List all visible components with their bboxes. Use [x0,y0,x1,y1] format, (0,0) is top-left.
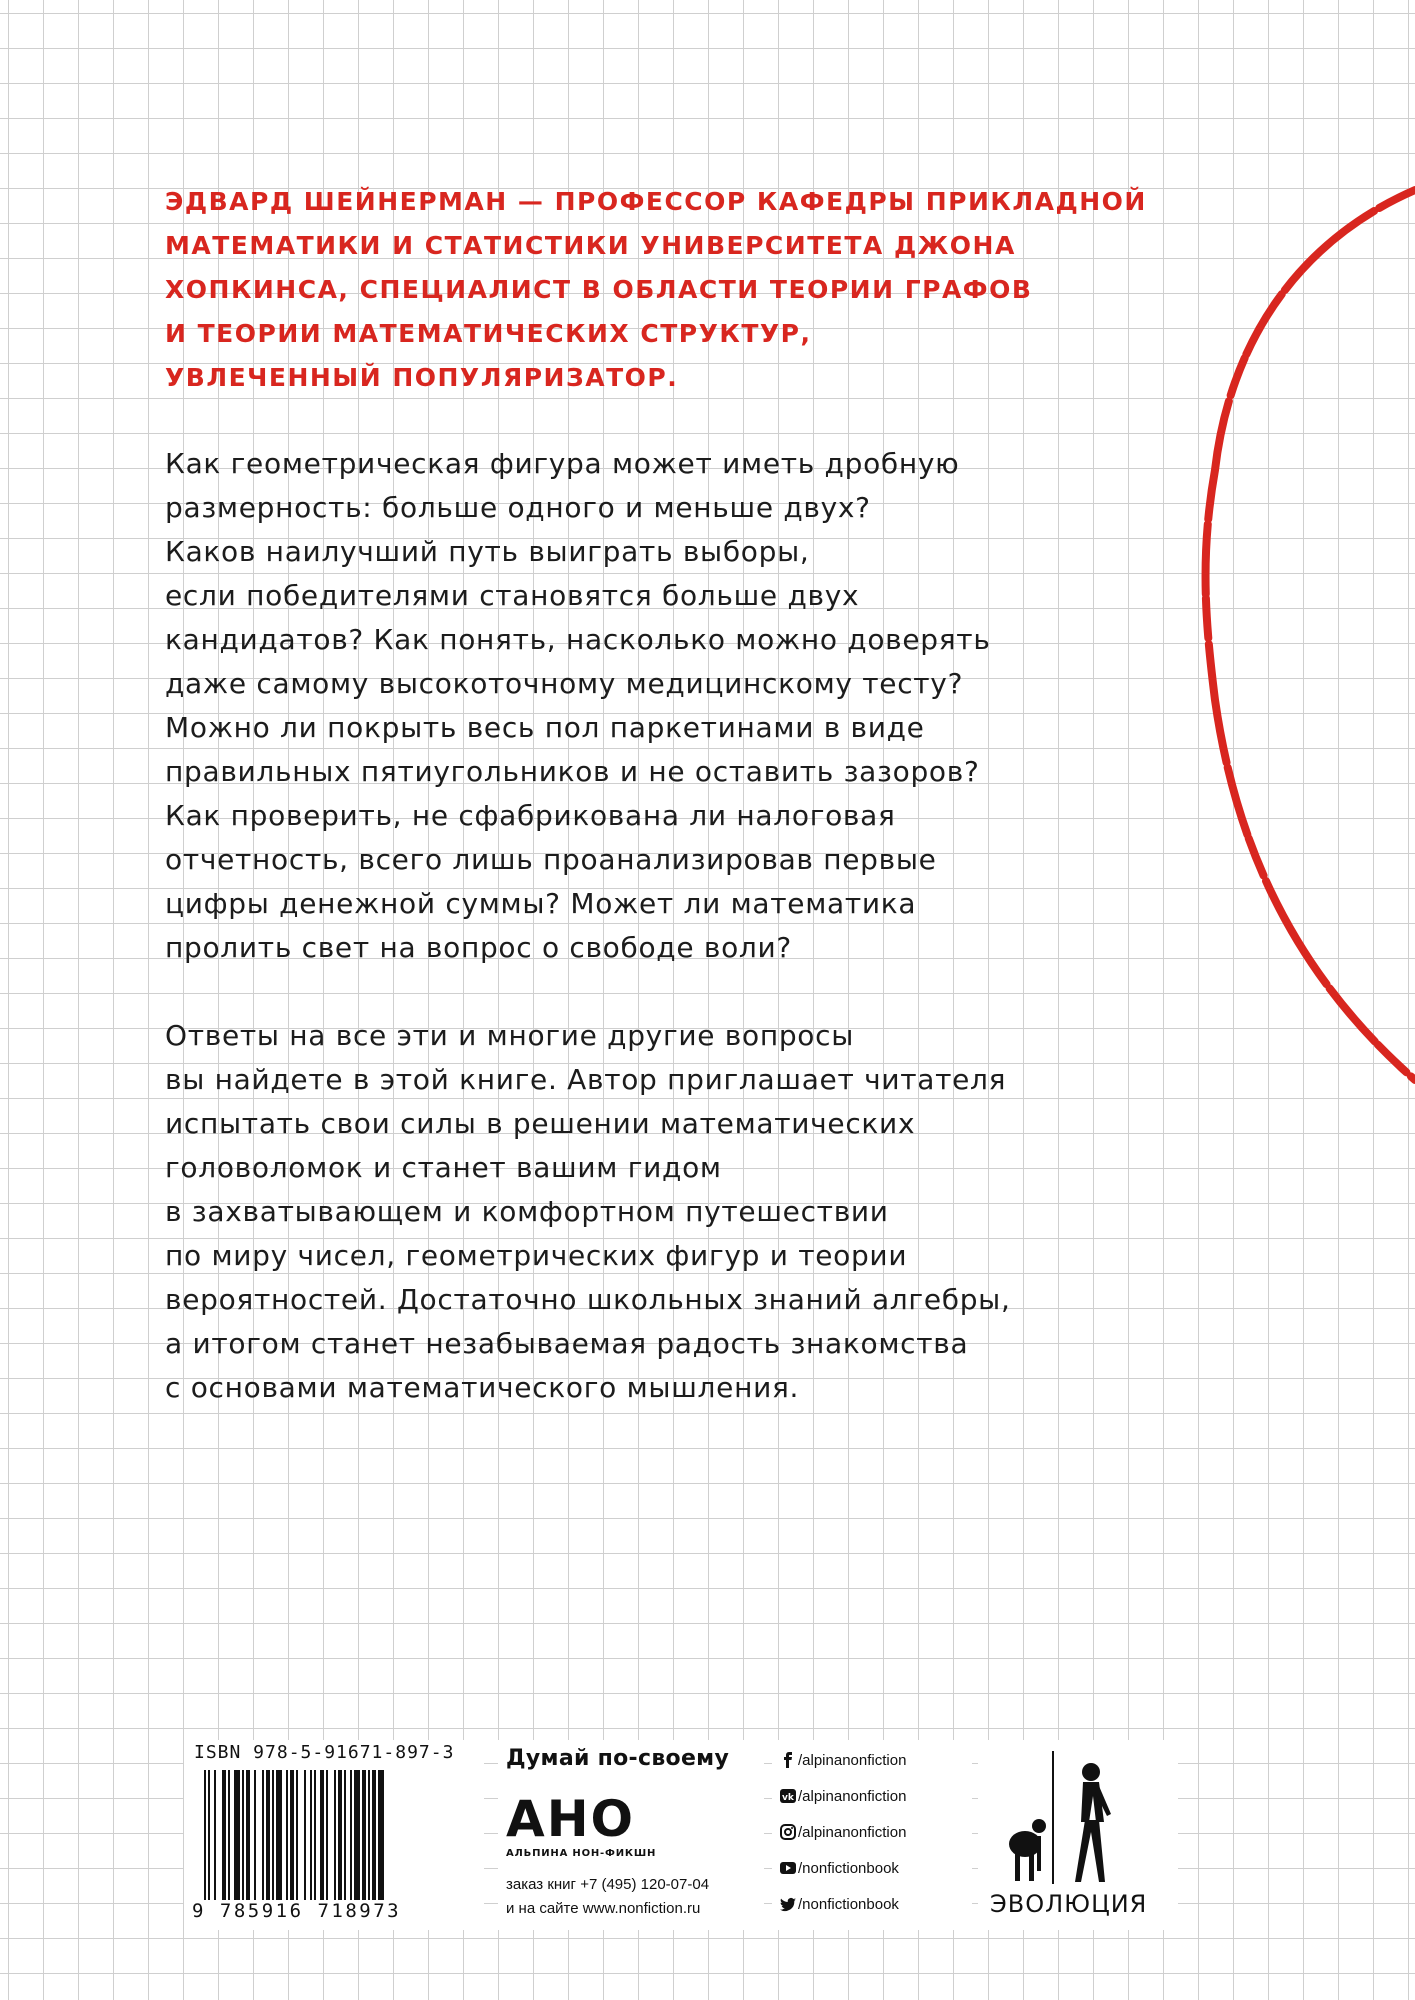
social-twitter[interactable] [780,1894,899,1914]
series-name: ЭВОЛЮЦИЯ [990,1890,1148,1918]
social-handle: /nonfictionbook [798,1895,899,1913]
author-bio-line: ЭДВАРД ШЕЙНЕРМАН — ПРОФЕССОР КАФЕДРЫ ПРИКЛАДНОЙ [165,187,1147,216]
author-bio-line: УВЛЕЧЕННЫЙ ПОПУЛЯРИЗАТОР. [165,363,679,392]
text-line: кандидатов? Как понять, насколько можно доверять [165,623,991,656]
text-line: даже самому высокоточному медицинскому тесту? [165,667,964,700]
barcode-icon [204,1770,464,1900]
barcode-bar [222,1770,226,1900]
text-line: головоломок и станет вашим гидом [165,1151,722,1184]
svg-text:vk: vk [782,1793,794,1803]
social-handle: /nonfictionbook [798,1859,899,1877]
barcode-bar [214,1770,216,1900]
evolution-figures-icon [993,1746,1153,1886]
text-line: размерность: больше одного и меньше двух? [165,491,871,524]
social-facebook[interactable] [780,1750,906,1770]
publisher-slogan: Думай по-своему [506,1746,730,1771]
series-logo-block [978,1740,1178,1930]
text-line: отчетность, всего лишь проанализировав первые [165,843,937,876]
author-bio-line: И ТЕОРИИ МАТЕМАТИЧЕСКИХ СТРУКТУР, [165,319,812,348]
facebook-icon [780,1752,796,1768]
barcode-bar [272,1770,274,1900]
text-line: Каков наилучший путь выиграть выборы, [165,535,810,568]
ano-logo [506,1792,661,1842]
barcode-bar [310,1770,312,1900]
text-line: в захватывающем и комфортном путешествии [165,1195,889,1228]
barcode-bar [208,1770,210,1900]
website-line: и на сайте www.nonfiction.ru [506,1900,701,1917]
author-bio-line: МАТЕМАТИКИ И СТАТИСТИКИ УНИВЕРСИТЕТА ДЖОНА [165,231,1016,260]
description-paragraph-1 [165,442,1045,970]
text-line: Как проверить, не сфабрикована ли налоговая [165,799,896,832]
barcode-block [184,1740,484,1930]
text-line: вероятностей. Достаточно школьных знаний алгебры, [165,1283,1011,1316]
barcode-bar [286,1770,288,1900]
social-instagram[interactable] [780,1822,906,1842]
publisher-block [498,1740,764,1930]
barcode-bar [254,1770,256,1900]
text-line: Ответы на все эти и многие другие вопросы [165,1019,855,1052]
barcode-bar [262,1770,264,1900]
barcode-bar [314,1770,316,1900]
text-line: цифры денежной суммы? Может ли математика [165,887,917,920]
barcode-bar [242,1770,244,1900]
ean-number: 9 785916 718973 [192,1900,402,1922]
text-line: а итогом станет незабываемая радость знакомства [165,1327,969,1360]
social-handle: /alpinanonfiction [798,1823,907,1841]
text-line: Можно ли покрыть весь пол паркетинами в виде [165,711,925,744]
barcode-bar [276,1770,282,1900]
social-youtube[interactable] [780,1858,899,1878]
barcode-bar [368,1770,370,1900]
barcode-bar [326,1770,328,1900]
barcode-bar [344,1770,346,1900]
barcode-bar [266,1770,270,1900]
order-phone: заказ книг +7 (495) 120-07-04 [506,1876,710,1893]
text-line: правильных пятиугольников и не оставить зазоров? [165,755,980,788]
text-line: пролить свет на вопрос о свободе воли? [165,931,792,964]
barcode-bar [320,1770,324,1900]
barcode-bar [334,1770,336,1900]
instagram-icon [780,1824,796,1840]
social-vk[interactable] [780,1786,906,1806]
twitter-icon [780,1896,796,1912]
text-line: испытать свои силы в решении математических [165,1107,916,1140]
youtube-icon [780,1860,796,1876]
author-bio [165,180,1147,400]
social-handle: /alpinanonfiction [798,1787,907,1805]
text-line: по миру чисел, геометрических фигур и теории [165,1239,908,1272]
social-handle: /alpinanonfiction [798,1751,907,1769]
barcode-bar [372,1770,376,1900]
text-line: Как геометрическая фигура может иметь дробную [165,447,960,480]
text-line: вы найдете в этой книге. Автор приглашает читателя [165,1063,1007,1096]
barcode-bar [290,1770,294,1900]
description-paragraph-2 [165,1014,1045,1410]
barcode-bar [296,1770,298,1900]
barcode-bar [246,1770,250,1900]
isbn-label: ISBN 978-5-91671-897-3 [194,1742,455,1763]
text-line: если победителями становятся больше двух [165,579,860,612]
publisher-name: АЛЬПИНА НОН-ФИКШН [506,1848,657,1859]
barcode-bar [234,1770,240,1900]
back-cover-info-panel [176,1740,1176,1940]
barcode-bar [228,1770,230,1900]
vk-icon [780,1788,796,1804]
barcode-bar [362,1770,366,1900]
barcode-bar [204,1770,206,1900]
barcode-bar [304,1770,306,1900]
barcode-bar [378,1770,384,1900]
barcode-bar [354,1770,360,1900]
text-line: с основами математического мышления. [165,1371,800,1404]
svg-text:АНО: АНО [506,1792,636,1842]
barcode-bar [338,1770,342,1900]
social-links [772,1740,972,1930]
author-bio-line: ХОПКИНСА, СПЕЦИАЛИСТ В ОБЛАСТИ ТЕОРИИ ГРАФОВ [165,275,1033,304]
barcode-bar [350,1770,352,1900]
